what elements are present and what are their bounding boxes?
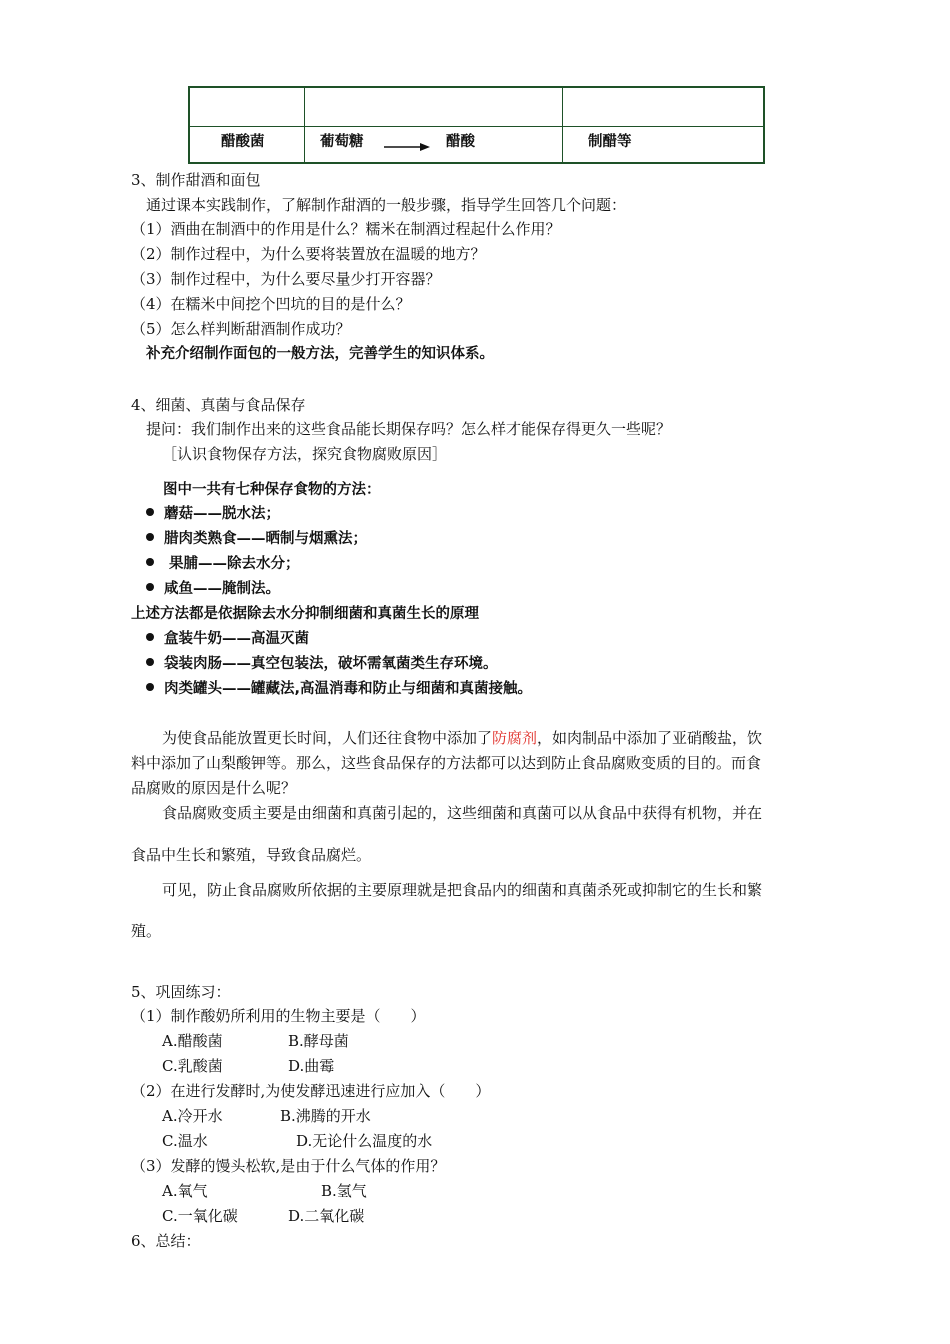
question-item: （5）怎么样判断甜酒制作成功？	[131, 320, 351, 338]
bullet-icon	[146, 683, 154, 691]
exercise-question: （1）制作酸奶所利用的生物主要是（ ）	[131, 1007, 426, 1025]
option-c: C.乳酸菌	[162, 1057, 223, 1075]
option-a: A.冷开水	[162, 1107, 223, 1125]
table-column-divider	[562, 88, 563, 162]
option-d: D.二氧化碳	[288, 1207, 365, 1225]
table-cell-product: 醋酸	[446, 134, 475, 150]
principle-statement: 上述方法都是依据除去水分抑制细菌和真菌生长的原理	[131, 606, 479, 622]
exercise-question: （3）发酵的馒头松软,是由于什么气体的作用？	[131, 1157, 446, 1175]
question-item: （1）酒曲在制酒中的作用是什么？糯米在制酒过程起什么作用？	[131, 220, 561, 238]
option-d: D.曲霉	[288, 1057, 335, 1075]
option-b: B.氢气	[321, 1182, 367, 1200]
section-6-title: 6、总结：	[131, 1232, 201, 1250]
question-item: （3）制作过程中，为什么要尽量少打开容器？	[131, 270, 441, 288]
option-d: D.无论什么温度的水	[296, 1132, 433, 1150]
paragraph-line: 食品腐败变质主要是由细菌和真菌引起的，这些细菌和真菌可以从食品中获得有机物，并在	[162, 804, 763, 822]
paragraph-line: 殖。	[131, 922, 162, 940]
table-cell-microbe: 醋酸菌	[221, 134, 265, 150]
option-a: A.氧气	[162, 1182, 208, 1200]
paragraph-line: 食品中生长和繁殖，导致食品腐烂。	[131, 846, 372, 864]
section-4-title: 4、细菌、真菌与食品保存	[131, 396, 306, 414]
bullet-icon	[146, 508, 154, 516]
methods-heading: 图中一共有七种保存食物的方法：	[163, 482, 381, 498]
option-c: C.一氧化碳	[162, 1207, 238, 1225]
question-item: （2）制作过程中，为什么要将装置放在温暖的地方？	[131, 245, 486, 263]
table-cell-substrate: 葡萄糖	[320, 134, 364, 150]
list-item: 蘑菇——脱水法；	[146, 504, 280, 524]
list-item: 肉类罐头——罐藏法,高温消毒和防止与细菌和真菌接触。	[146, 679, 532, 699]
supplement-note: 补充介绍制作面包的一般方法，完善学生的知识体系。	[146, 346, 494, 362]
list-item: 咸鱼——腌制法。	[146, 579, 280, 599]
table-column-divider	[304, 88, 305, 162]
exercise-question: （2）在进行发酵时,为使发酵迅速进行应加入（ ）	[131, 1082, 491, 1100]
bullet-icon	[146, 583, 154, 591]
bullet-icon	[146, 558, 154, 566]
arrow-right-icon	[384, 142, 430, 152]
paragraph-line: 品腐败的原因是什么呢？	[131, 779, 297, 797]
paragraph-line: 可见，防止食品腐败所依据的主要原理就是把食品内的细菌和真菌杀死或抑制它的生长和繁	[162, 881, 763, 899]
paragraph-line: 为使食品能放置更长时间，人们还往食物中添加了防腐剂，如肉制品中添加了亚硝酸盐，饮	[162, 729, 763, 747]
question-item: （4）在糯米中间挖个凹坑的目的是什么？	[131, 295, 411, 313]
activity-label: ［认识食物保存方法，探究食物腐败原因］	[162, 445, 448, 463]
section-3-intro: 通过课本实践制作，了解制作甜酒的一般步骤，指导学生回答几个问题：	[146, 196, 627, 214]
option-b: B.酵母菌	[288, 1032, 349, 1050]
list-item: 果脯——除去水分；	[146, 554, 300, 574]
table-row-divider	[190, 126, 763, 127]
preservative-highlight: 防腐剂	[492, 729, 538, 747]
list-item: 腊肉类熟食——晒制与烟熏法；	[146, 529, 367, 549]
teacher-question: 提问：我们制作出来的这些食品能长期保存吗？怎么样才能保存得更久一些呢？	[146, 420, 672, 438]
paragraph-line: 料中添加了山梨酸钾等。那么，这些食品保存的方法都可以达到防止食品腐败变质的目的。而食	[131, 754, 762, 772]
section-3-title: 3、制作甜酒和面包	[131, 171, 261, 189]
table-cell-use: 制醋等	[588, 134, 632, 150]
bullet-icon	[146, 533, 154, 541]
bullet-icon	[146, 633, 154, 641]
option-c: C.温水	[162, 1132, 208, 1150]
option-b: B.沸腾的开水	[280, 1107, 371, 1125]
list-item: 袋装肉肠——真空包装法，破坏需氧菌类生存环境。	[146, 654, 498, 674]
fermentation-table	[188, 86, 765, 164]
section-5-title: 5、巩固练习：	[131, 983, 231, 1001]
bullet-icon	[146, 658, 154, 666]
option-a: A.醋酸菌	[162, 1032, 223, 1050]
list-item: 盒装牛奶——高温灭菌	[146, 629, 309, 649]
